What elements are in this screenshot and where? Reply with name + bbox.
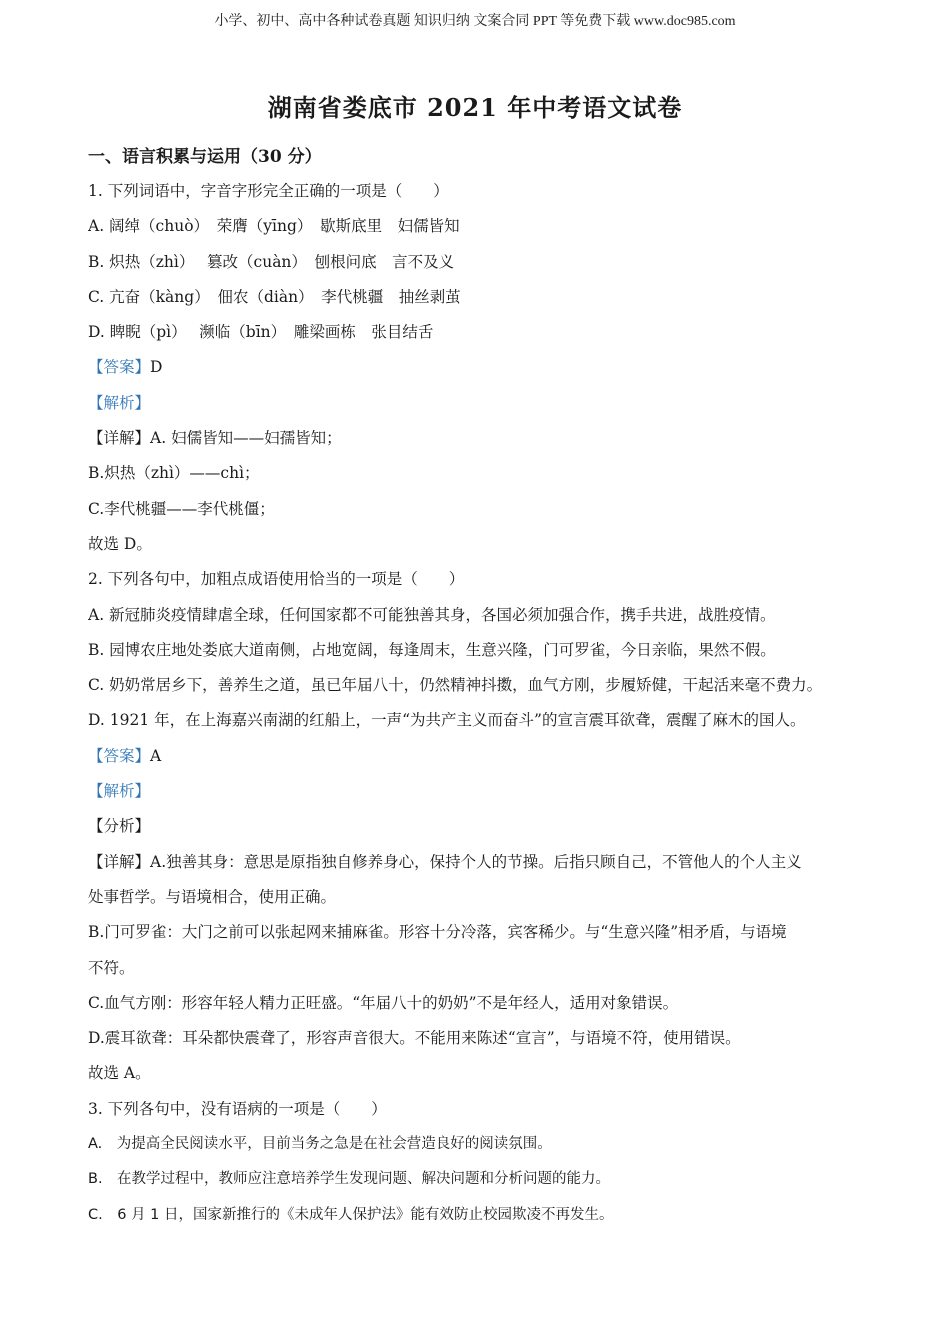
detail-tag: 【详解】 <box>88 429 151 448</box>
option-a: A. 新冠肺炎疫情肆虐全球，任何国家都不可能独善其身，各国必须加强合作，携手共进，战胜疫情。 <box>88 605 776 624</box>
detail-line: B.炽热（zhì）——chì； <box>88 464 260 483</box>
page-header: 小学、初中、高中各种试卷真题 知识归纳 文案合同 PPT 等免费下载 www.doc985.com <box>214 14 736 29</box>
question-stem: 2. 下列各句中，加粗点成语使用恰当的一项是（ ） <box>88 570 465 589</box>
analysis-tag: 【解析】 <box>88 782 151 801</box>
answer-tag: 【答案】 <box>88 358 151 377</box>
option-b: B. 在教学过程中，教师应注意培养学生发现问题、解决问题和分析问题的能力。 <box>88 1171 611 1188</box>
fenxi-line: 【分析】 <box>88 817 151 836</box>
question-stem: 1. 下列词语中，字音字形完全正确的一项是（ ） <box>88 182 449 200</box>
option-c: C. 奶奶常居乡下，善养生之道，虽已年届八十，仍然精神抖擞，血气方刚，步履矫健，干起活来毫不费力。 <box>88 676 823 695</box>
option-b: B. 园博农庄地处娄底大道南侧，占地宽阔，每逢周末，生意兴隆，门可罗雀，今日亲临，果然不假。 <box>88 640 776 659</box>
detail-line: C.李代桃疆——李代桃僵； <box>88 499 275 518</box>
detail-line: 不符。 <box>88 958 135 977</box>
answer-value: A <box>150 746 162 765</box>
analysis-line <box>88 774 878 809</box>
question-1 <box>88 174 878 562</box>
option-a: A. 阔绰（chuò） 荣膺（yīng） 歇斯底里 妇儒皆知 <box>88 217 460 236</box>
question-stem: 3. 下列各句中，没有语病的一项是（ ） <box>88 1099 387 1118</box>
answer-line <box>88 739 878 774</box>
conclusion-line: 故选 A。 <box>88 1064 151 1083</box>
detail-line <box>88 845 878 880</box>
answer-tag: 【答案】 <box>88 746 151 765</box>
detail-line: C.血气方刚：形容年轻人精力正旺盛。“年届八十的奶奶”不是年经人，适用对象错误。 <box>88 993 679 1012</box>
answer-value: D <box>150 358 163 377</box>
option-a: A. 为提高全民阅读水平，目前当务之急是在社会营造良好的阅读氛围。 <box>88 1136 552 1153</box>
detail-line: D.震耳欲聋：耳朵都快震聋了，形容声音很大。不能用来陈述“宣言”，与语境不符，使用错误。 <box>88 1029 741 1048</box>
option-c: C. 6 月 1 日，国家新推行的《未成年人保护法》能有效防止校园欺凌不再发生。 <box>88 1206 614 1223</box>
conclusion-line: 故选 D。 <box>88 534 152 553</box>
analysis-tag: 【解析】 <box>88 393 151 412</box>
section-heading: 一、语言积累与运用（30 分） <box>88 147 322 167</box>
analysis-line <box>88 386 878 421</box>
detail-tag: 【详解】 <box>88 852 151 871</box>
page-title: 湖南省娄底市 2021 年中考语文试卷 <box>267 93 683 122</box>
detail-line: 处事哲学。与语境相合，使用正确。 <box>88 887 337 906</box>
detail-line <box>88 421 878 456</box>
detail-text: A.独善其身：意思是原指独自修养身心，保持个人的节操。后指只顾自己，不管他人的个人主义 <box>150 852 802 871</box>
detail-text: A. 妇儒皆知——妇孺皆知； <box>150 429 342 448</box>
question-2 <box>88 562 878 1091</box>
answer-line <box>88 350 878 385</box>
document-body <box>88 140 878 1233</box>
option-b: B. 炽热（zhì） 篡改（cuàn） 刨根问底 言不及义 <box>88 252 455 271</box>
option-d: D. 1921 年，在上海嘉兴南湖的红船上，一声“为共产主义而奋斗”的宣言震耳欲聋，震醒了麻木的国人。 <box>88 711 806 730</box>
option-d: D. 睥睨（pì） 濒临（bīn） 雕梁画栋 张目结舌 <box>88 323 434 342</box>
option-c: C. 亢奋（kàng） 佃农（diàn） 李代桃疆 抽丝剥茧 <box>88 287 461 306</box>
question-3 <box>88 1092 878 1233</box>
detail-line: B.门可罗雀：大门之前可以张起网来捕麻雀。形容十分冷落，宾客稀少。与“生意兴隆”相矛盾，与语境 <box>88 923 787 942</box>
